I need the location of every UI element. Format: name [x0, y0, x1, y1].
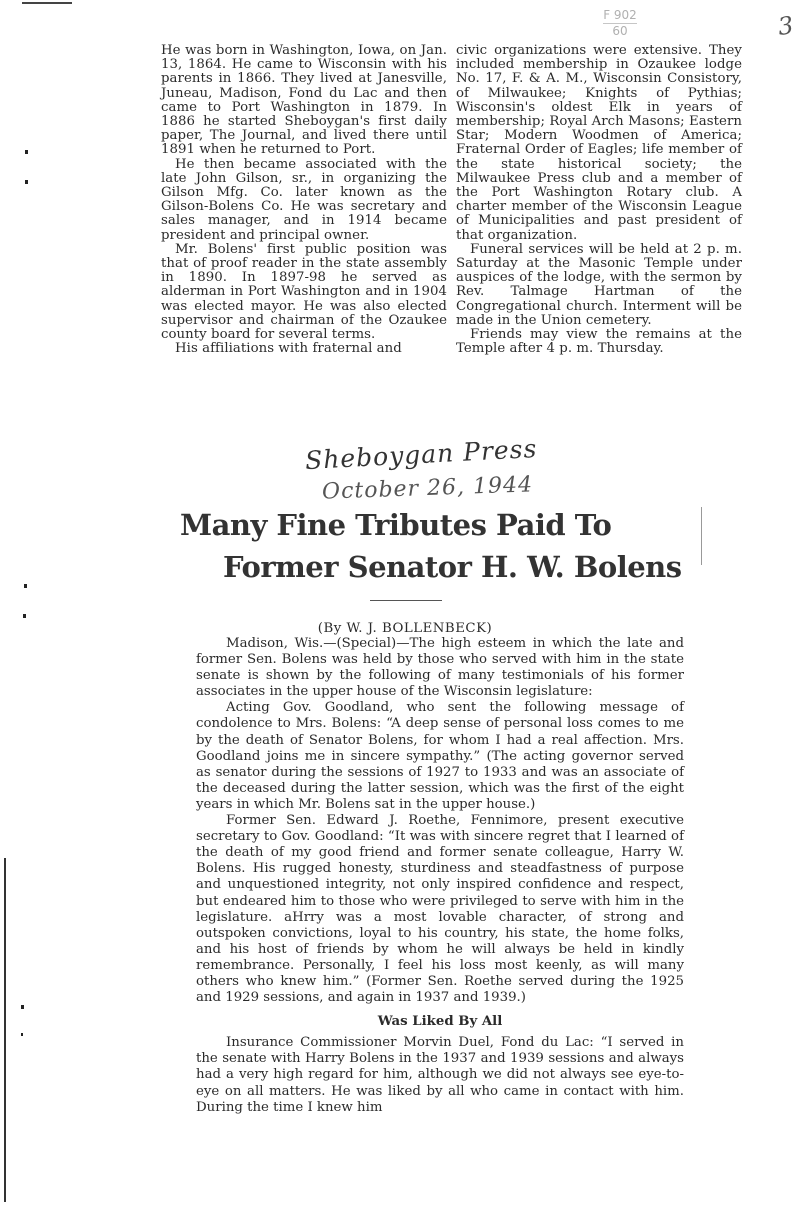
left-edge-rule [4, 858, 6, 1202]
paragraph: Acting Gov. Goodland, who sent the following message of condolence to Mrs. Bolens: “A deep sense of personal loss comes to me by the death of Senator Bolens, for whom I had a real affection. Mrs. Goodland joins me in sincere sympathy.” (The acting governor served as senator during the sessions of 1927 to 1933 and was an associate of the deceased during the latter session, which was the first of the eight years in which Mr. Bolens sat in the upper house.) [196, 700, 684, 812]
paragraph: civic organizations were extensive. They included membership in Ozaukee lodge No. 17, F. & A. M., Wisconsin Consistory, of Milwaukee; Knights of Pythias; Wisconsin's oldest Elk in years of membership; Royal Arch Masons; Eastern Star; Modern Woodmen of America; Fraternal Order of Eagles; life member of the state historical society; the Milwaukee Press club and a member of the Port Washington Rotary club. A charter member of the Wisconsin League of Municipalities and past president of that organization. [456, 43, 742, 243]
page-number: 3 [776, 11, 796, 41]
paragraph: Insurance Commissioner Morvin Duel, Fond du Lac: “I served in the senate with Harry Bolens in the 1937 and 1939 sessions and always had a very high regard for him, although we did not always see eye-to-eye on all matters. He was liked by all who came in contact with him. During the time I knew him [196, 1035, 684, 1115]
headline-line-2: Former Senator H. W. Bolens [223, 550, 682, 584]
punch-hole-mark [21, 1033, 23, 1036]
paragraph: Madison, Wis.—(Special)—The high esteem in which the late and former Sen. Bolens was held by those who served with him in the state senate is shown by the following of many testimonials of his former associates in the upper house of the Wisconsin legislature: [196, 636, 684, 700]
catalog-number: F 902 [603, 8, 637, 22]
paragraph: Former Sen. Edward J. Roethe, Fennimore, present executive secretary to Gov. Goodland: “It was with sincere regret that I learned of the death of my good friend and former senate colleague, Harry W. Bolens. His rugged honesty, sturdiness and steadfastness of purpose and unquestioned integrity, not only inspired confidence and respect, but endeared him to those who were privileged to serve with him in the legislature. aHrry was a most lovable character, of strong and outspoken convictions, loyal to his country, his state, the home folks, and his host of friends by whom he will always be held in kindly remembrance. Personally, I feel his loss most keenly, as will many others who knew him.” (Former Sen. Roethe served during the 1925 and 1929 sessions, and again in 1937 and 1939.) [196, 813, 684, 1006]
subheading: Was Liked By All [377, 1014, 503, 1030]
handwritten-date: October 26, 1944 [321, 472, 534, 505]
paragraph: Friends may view the remains at the Temple after 4 p. m. Thursday. [456, 327, 742, 357]
punch-hole-mark [25, 150, 28, 154]
column-left [161, 44, 447, 356]
top-edge-rule [22, 2, 72, 4]
byline: (By W. J. BOLLENBECK) [317, 621, 493, 636]
column-right [456, 44, 742, 356]
paragraph: He was born in Washington, Iowa, on Jan. 13, 1864. He came to Wisconsin with his parents in 1866. They lived at Janesville, Juneau, Madison, Fond du Lac and then came to Port Washington in 1879. In 1886 he started Sheboygan's first daily paper, The Journal, and lived there until 1891 when he returned to Port. [161, 43, 447, 158]
paragraph: Funeral services will be held at 2 p. m. Saturday at the Masonic Temple under auspices of the lodge, with the sermon by Rev. Talmage Hartman of the Congregational church. Interment will be made in the Union cemetery. [456, 241, 742, 328]
catalog-note [590, 8, 650, 38]
headline-divider [370, 600, 442, 601]
headline-side-rule [701, 507, 702, 565]
paragraph: He then became associated with the late John Gilson, sr., in organizing the Gilson Mfg. Co. later known as the Gilson-Bolens Co. He was secretary and sales manager, and in 1914 became president and principal owner. [161, 156, 447, 243]
headline-line-1: Many Fine Tributes Paid To [180, 508, 612, 542]
punch-hole-mark [24, 584, 27, 588]
paragraph: Mr. Bolens' first public position was that of proof reader in the state assembly in 1890. In 1897-98 he served as alderman in Port Washington and in 1904 was elected mayor. He was also elected supervisor and chairman of the Ozaukee county board for several terms. [161, 241, 447, 343]
article-body [196, 636, 684, 1116]
punch-hole-mark [25, 180, 28, 184]
punch-hole-mark [21, 1005, 24, 1009]
paragraph: His affiliations with fraternal and [175, 341, 402, 357]
punch-hole-mark [23, 614, 26, 618]
handwritten-source: Sheboygan Press [304, 433, 538, 476]
catalog-subnumber: 60 [612, 24, 628, 38]
